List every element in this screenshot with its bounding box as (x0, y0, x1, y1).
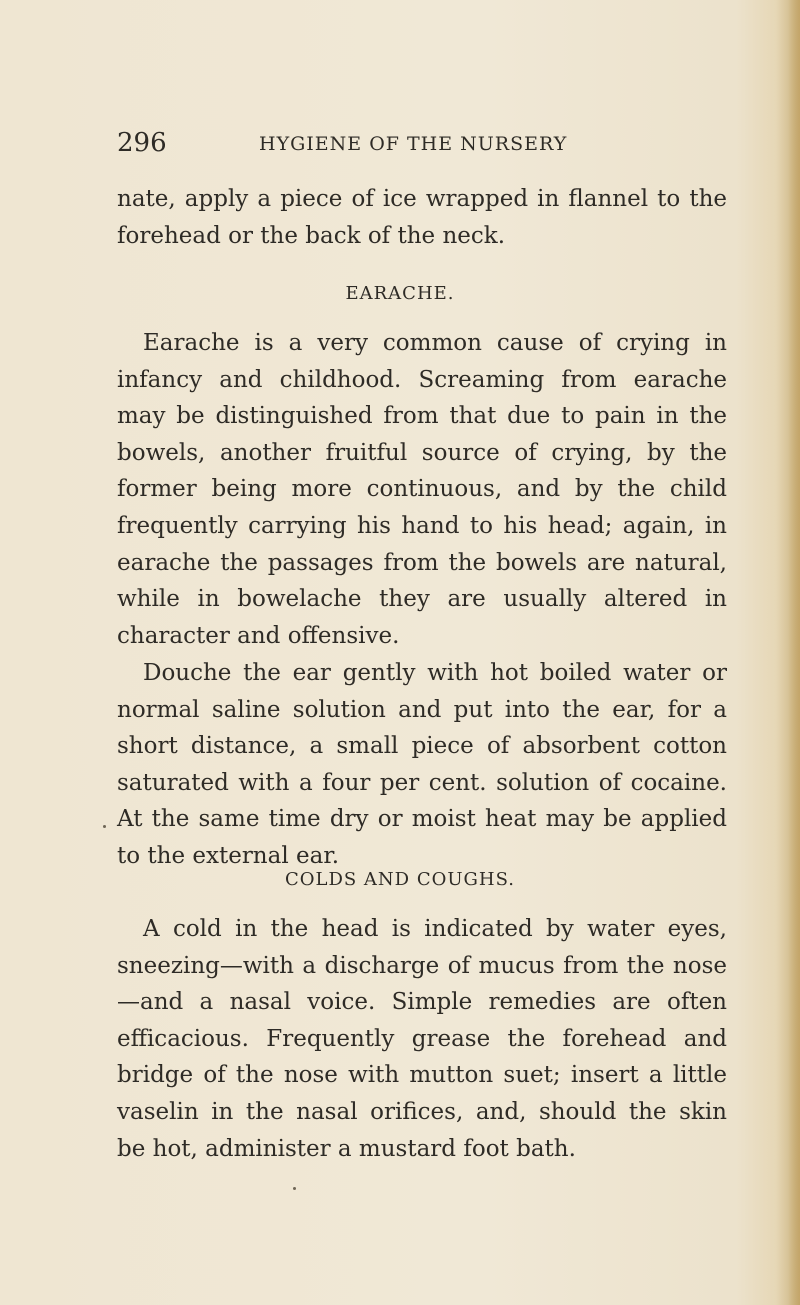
intro-paragraph (117, 181, 727, 254)
text-line: forehead or the back of the neck. (117, 222, 506, 249)
text-line: efficacious. Frequently grease the forehead and (117, 1025, 727, 1052)
text-line: be hot, administer a mustard foot bath. (117, 1135, 576, 1162)
text-line: earache the passages from the bowels are natural, (117, 549, 727, 576)
section-heading-colds: COLDS AND COUGHS. (284, 869, 516, 890)
text-line: bridge of the nose with mutton suet; insert a little (117, 1062, 727, 1089)
text-line: At the same time dry or moist heat may be applied (117, 806, 727, 833)
text-line: may be distinguished from that due to pain in the (117, 403, 727, 430)
text-line: sneezing—with a discharge of mucus from the nose (117, 952, 727, 979)
text-line: vaselin in the nasal orifices, and, should the skin (117, 1098, 727, 1125)
text-line: bowels, another fruitful source of crying, by the (117, 439, 727, 466)
page-edge-shadow (788, 0, 800, 1305)
paper-speck (103, 825, 106, 828)
text-line: —and a nasal voice. Simple remedies are often (117, 989, 727, 1016)
section-heading-earache: EARACHE. (345, 283, 455, 304)
page-header (117, 125, 717, 161)
text-line: to the external ear. (117, 842, 340, 869)
page-number: 296 (117, 128, 167, 158)
text-line: short distance, a small piece of absorbent cotton (117, 733, 727, 760)
earache-paragraph-1 (117, 325, 727, 654)
text-line: former being more continuous, and by the child (117, 476, 727, 503)
text-line: character and offensive. (117, 622, 400, 649)
text-line: A cold in the head is indicated by water eyes, (143, 916, 727, 942)
text-line: saturated with a four per cent. solution of cocaine. (117, 769, 727, 796)
text-line: Douche the ear gently with hot boiled water or (143, 660, 727, 686)
text-line: infancy and childhood. Screaming from earache (117, 366, 727, 393)
text-line: while in bowelache they are usually altered in (117, 586, 727, 613)
running-head: HYGIENE OF THE NURSERY (259, 133, 568, 155)
earache-paragraph-2 (117, 655, 727, 875)
text-line: nate, apply a piece of ice wrapped in flannel to the (117, 186, 727, 212)
colds-paragraph (117, 911, 727, 1167)
text-line: normal saline solution and put into the ear, for a (117, 696, 727, 723)
paper-speck (293, 1187, 296, 1190)
text-line: Earache is a very common cause of crying in (143, 330, 727, 356)
text-line: frequently carrying his hand to his head; again, in (117, 512, 727, 539)
